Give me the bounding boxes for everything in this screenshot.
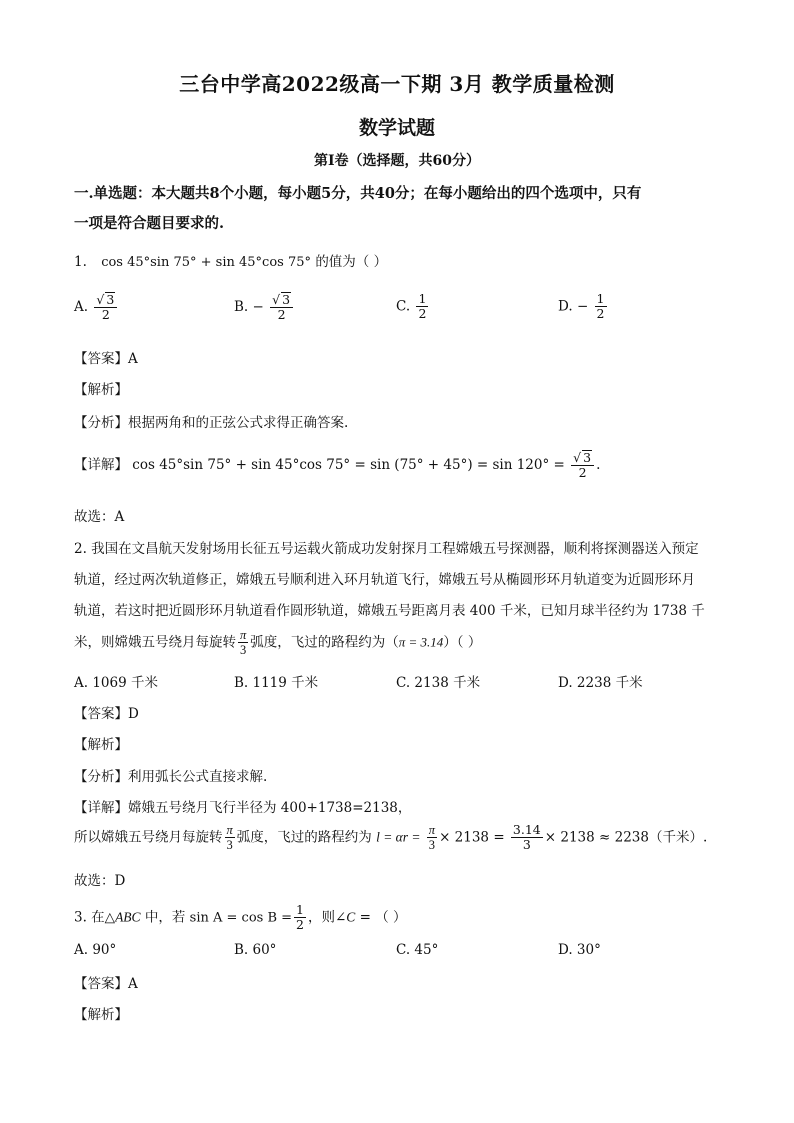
- denominator: 3: [428, 838, 436, 853]
- q1-jiexi-label: 【解析】: [74, 382, 128, 398]
- formula-part: × 2138 ≈ 2238（千米）.: [544, 829, 708, 846]
- q2-detail-line2: [74, 823, 707, 853]
- q2-stem-line3: 轨道，若这时把近圆形环月轨道看作圆形轨道，嫦娥五号距离月表 400 千米，已知月球半径约为 1738 千: [74, 603, 705, 619]
- q1-option-b: [234, 292, 295, 323]
- denominator: 3: [522, 837, 531, 853]
- text-segment: 米，则嫦娥五号绕月每旋转: [74, 634, 236, 651]
- section-instructions-line1: 一.单选题：本大题共8个小题，每小题5分，共40分；在每小题给出的四个选项中，只有: [74, 185, 642, 202]
- equation: sin A = cos B =: [189, 910, 293, 926]
- section-instructions-line2: 一项是符合题目要求的.: [74, 215, 225, 232]
- text-segment: 中，若: [140, 909, 190, 926]
- page-subtitle: 数学试题: [358, 117, 435, 139]
- minus-sign: −: [252, 298, 264, 315]
- question-1-expression: cos 45°sin 75° + sin 45°cos 75°: [101, 255, 312, 270]
- q3-jiexi-label: 【解析】: [74, 1007, 128, 1023]
- q3-option-d: D. 30°: [558, 942, 601, 958]
- option-label: A.: [74, 298, 89, 315]
- formula-part: × 2138 =: [439, 829, 505, 846]
- q1-answer: 【答案】A: [74, 351, 138, 367]
- q1-option-c: [396, 292, 430, 322]
- fraction: [238, 628, 248, 658]
- q1-analysis: 【分析】根据两角和的正弦公式求得正确答案.: [74, 415, 349, 431]
- page-title: 三台中学高2022级高一下期 3月 教学质量检测: [179, 72, 615, 96]
- option-label: D.: [558, 298, 573, 315]
- question-number: 1.: [74, 254, 87, 270]
- numerator: 1: [418, 291, 427, 306]
- q2-stem-line1: 2. 我国在文昌航天发射场用长征五号运载火箭成功发射探月工程嫦娥五号探测器，顺利将探测器送入预定: [74, 541, 699, 557]
- text-segment: 3. 在△: [74, 909, 116, 926]
- q3-answer: 【答案】A: [74, 976, 138, 992]
- q1-option-d: [558, 292, 609, 322]
- q2-answer: 【答案】D: [74, 706, 139, 722]
- fraction: $\frac{√ 3}{2}$: [94, 292, 117, 323]
- denominator: 2: [578, 465, 587, 481]
- fraction: [511, 823, 543, 853]
- fraction: [595, 292, 607, 322]
- detail-label: 【详解】: [74, 456, 128, 473]
- q2-stem-line2: 轨道，经过两次轨道修正，嫦娥五号顺利进入环月轨道飞行，嫦娥五号从椭圆形环月轨道变为近圆形环月: [74, 572, 695, 588]
- q2-detail: 【详解】嫦娥五号绕月飞行半径为 400+1738=2138，: [74, 800, 412, 816]
- numerator: 3.14: [512, 822, 541, 837]
- q1-detail: 【详解】 cos 45°sin 75° + sin 45°cos 75° = sin (75° + 45°) = sin 120° = $\frac{√ 3}{2}$ .: [74, 450, 601, 481]
- denominator: 2: [418, 306, 427, 322]
- fraction: [416, 292, 428, 322]
- fraction: [427, 823, 437, 853]
- text-segment: 弧度，飞过的路程约为（: [250, 634, 399, 651]
- numerator: 1: [296, 902, 304, 917]
- denominator: 2: [101, 307, 110, 323]
- text-segment: = （ ）: [355, 909, 407, 926]
- text-segment: ）（ ）: [443, 634, 482, 651]
- denominator: 2: [596, 306, 605, 322]
- option-label: B.: [234, 298, 249, 315]
- numerator: π: [428, 823, 436, 837]
- fraction: [294, 903, 306, 933]
- numerator: π: [240, 628, 247, 642]
- triangle-name: ABC: [115, 909, 141, 925]
- q2-conclusion: 故选：D: [74, 873, 126, 889]
- q3-stem: [74, 903, 407, 933]
- formula: l = αr =: [376, 829, 421, 845]
- radicand: 3: [106, 292, 115, 307]
- question-1-stem: [74, 250, 387, 270]
- q3-option-c: C. 45°: [396, 942, 439, 958]
- numerator: π: [226, 823, 233, 837]
- question-1-tail: 的值为（ ）: [315, 254, 388, 270]
- q1-conclusion: 故选：A: [74, 509, 125, 525]
- text-segment: 弧度，飞过的路程约为: [236, 829, 372, 846]
- denominator: 2: [296, 917, 304, 933]
- pi-value: π = 3.14: [398, 634, 444, 650]
- option-label: C.: [396, 298, 411, 315]
- q2-jiexi-label: 【解析】: [74, 737, 128, 753]
- q2-option-a: A. 1069 千米: [74, 675, 158, 691]
- q2-option-b: B. 1119 千米: [234, 675, 319, 691]
- denominator: 3: [226, 838, 233, 853]
- angle-name: C: [346, 909, 356, 925]
- radicand: 3: [282, 292, 291, 307]
- numerator: 1: [596, 291, 605, 306]
- q2-analysis: 【分析】利用弧长公式直接求解.: [74, 769, 268, 785]
- q2-option-d: D. 2238 千米: [558, 675, 643, 691]
- q2-stem-line4: [74, 628, 481, 658]
- denominator: 3: [240, 643, 247, 658]
- q3-option-a: A. 90°: [74, 942, 117, 958]
- text-segment: 所以嫦娥五号绕月每旋转: [74, 829, 223, 846]
- fraction: $\frac{√ 3}{2}$: [270, 292, 293, 323]
- minus-sign: −: [576, 298, 589, 315]
- fraction: $\frac{√ 3}{2}$: [571, 450, 594, 481]
- denominator: 2: [277, 307, 286, 323]
- fraction: [225, 823, 235, 853]
- part-heading: 第Ⅰ卷（选择题，共60分）: [313, 153, 481, 169]
- q2-option-c: C. 2138 千米: [396, 675, 481, 691]
- q1-option-a: [74, 292, 119, 323]
- radicand: 3: [583, 450, 592, 465]
- q3-option-b: B. 60°: [234, 942, 277, 958]
- text-segment: ，则∠: [307, 909, 347, 926]
- detail-expression: cos 45°sin 75° + sin 45°cos 75° = sin (75° + 45°) = sin 120° =: [132, 456, 565, 473]
